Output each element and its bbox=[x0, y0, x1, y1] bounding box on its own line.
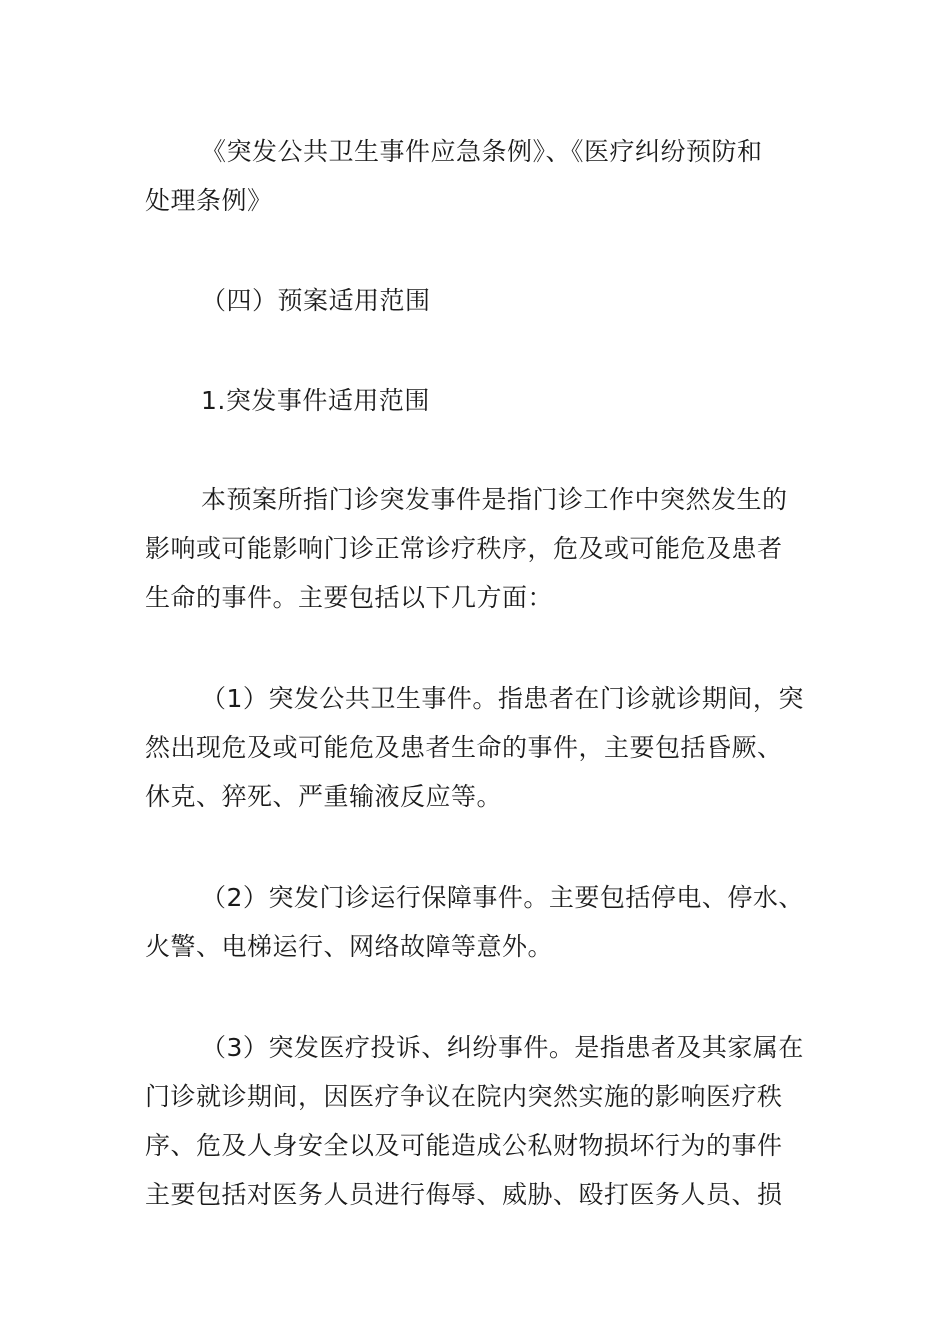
paragraph-line: 序、危及人身安全以及可能造成公私财物损坏行为的事件 bbox=[145, 1131, 783, 1160]
subsection-heading-emergency-scope bbox=[145, 376, 810, 425]
list-item-operations bbox=[145, 873, 810, 971]
heading-text: （四）预案适用范围 bbox=[201, 286, 431, 315]
paragraph-line: 本预案所指门诊突发事件是指门诊工作中突然发生的 bbox=[201, 485, 788, 514]
section-heading-scope bbox=[145, 276, 810, 325]
paragraph-line: （3）突发医疗投诉、纠纷事件。是指患者及其家属在 bbox=[201, 1033, 804, 1062]
paragraph-line: 处理条例》 bbox=[145, 186, 273, 215]
paragraph-line: 影响或可能影响门诊正常诊疗秩序，危及或可能危及患者 bbox=[145, 534, 783, 563]
paragraph-line: 门诊就诊期间，因医疗争议在院内突然实施的影响医疗秩 bbox=[145, 1082, 783, 1111]
paragraph-line: 生命的事件。主要包括以下几方面： bbox=[145, 583, 554, 612]
heading-text: 1.突发事件适用范围 bbox=[201, 386, 430, 415]
definition-paragraph bbox=[145, 475, 810, 622]
paragraph-line: 然出现危及或可能危及患者生命的事件，主要包括昏厥、 bbox=[145, 733, 783, 762]
paragraph-line: （1）突发公共卫生事件。指患者在门诊就诊期间，突 bbox=[201, 684, 804, 713]
paragraph-line: 《突发公共卫生事件应急条例》、《医疗纠纷预防和 bbox=[201, 137, 763, 166]
paragraph-line: （2）突发门诊运行保障事件。主要包括停电、停水、 bbox=[201, 883, 804, 912]
paragraph-line: 火警、电梯运行、网络故障等意外。 bbox=[145, 932, 554, 961]
list-item-public-health bbox=[145, 674, 810, 821]
list-item-complaints bbox=[145, 1023, 810, 1219]
paragraph-line: 休克、猝死、严重输液反应等。 bbox=[145, 782, 503, 811]
paragraph-line: 主要包括对医务人员进行侮辱、威胁、殴打医务人员、损 bbox=[145, 1180, 783, 1209]
regulations-paragraph bbox=[145, 127, 810, 225]
